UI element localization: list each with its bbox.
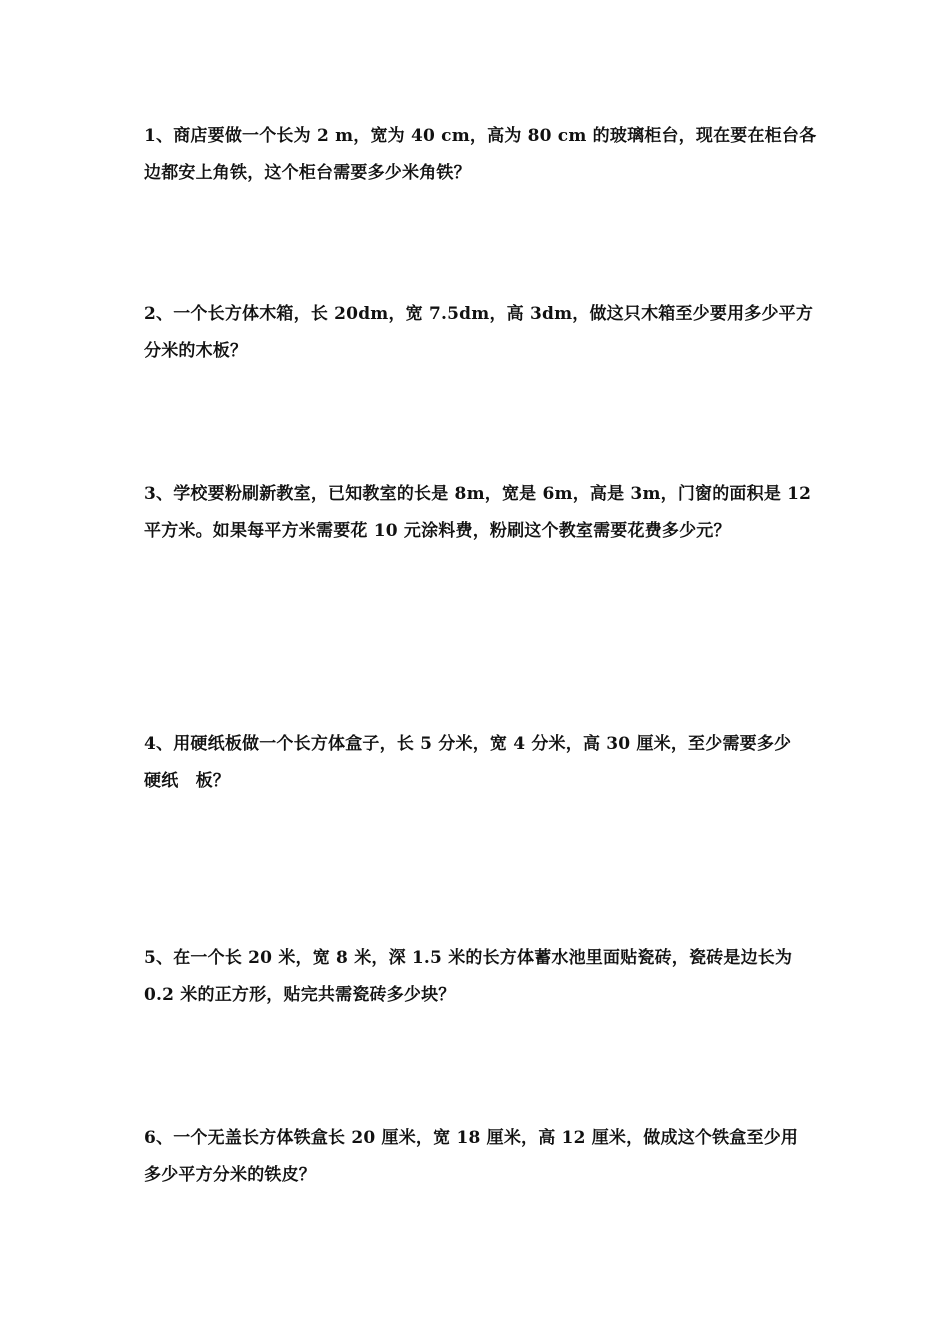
problem-4-line-1: 4、用硬纸板做一个长方体盒子，长 5 分米，宽 4 分米，高 30 厘米，至少需要多少 — [144, 734, 792, 754]
problem-1 — [144, 118, 817, 192]
problem-3 — [144, 476, 814, 550]
problem-6 — [144, 1120, 814, 1194]
problem-5-line-2: 0.2 米的正方形，贴完共需瓷砖多少块？ — [144, 985, 456, 1005]
problem-6-line-2: 多少平方分米的铁皮？ — [144, 1165, 316, 1185]
problem-2-line-1: 2、一个长方体木箱，长 20dm，宽 7.5dm，高 3dm，做这只木箱至少要用多少平方 — [144, 304, 814, 324]
problem-2-line-2: 分米的木板？ — [144, 341, 248, 361]
problem-3-line-2: 平方米。如果每平方米需要花 10 元涂料费，粉刷这个教室需要花费多少元？ — [144, 521, 731, 541]
problem-3-line-1: 3、学校要粉刷新教室，已知教室的长是 8m，宽是 6m，高是 3m，门窗的面积是 12 — [144, 484, 812, 504]
problem-5-line-1: 5、在一个长 20 米，宽 8 米，深 1.5 米的长方体蓄水池里面贴瓷砖，瓷砖是边长为 — [144, 948, 793, 968]
problem-1-line-2: 边都安上角铁，这个柜台需要多少米角铁？ — [144, 163, 471, 183]
problem-2 — [144, 296, 814, 370]
problem-1-line-1: 1、商店要做一个长为 2 m，宽为 40 cm，高为 80 cm 的玻璃柜台，现在要在柜台各 — [144, 126, 817, 146]
problem-6-line-1: 6、一个无盖长方体铁盒长 20 厘米，宽 18 厘米，高 12 厘米，做成这个铁盒至少用 — [144, 1128, 799, 1148]
problem-4-line-2: 硬纸 板？ — [144, 771, 230, 791]
problem-5 — [144, 940, 814, 1014]
problem-4 — [144, 726, 814, 800]
